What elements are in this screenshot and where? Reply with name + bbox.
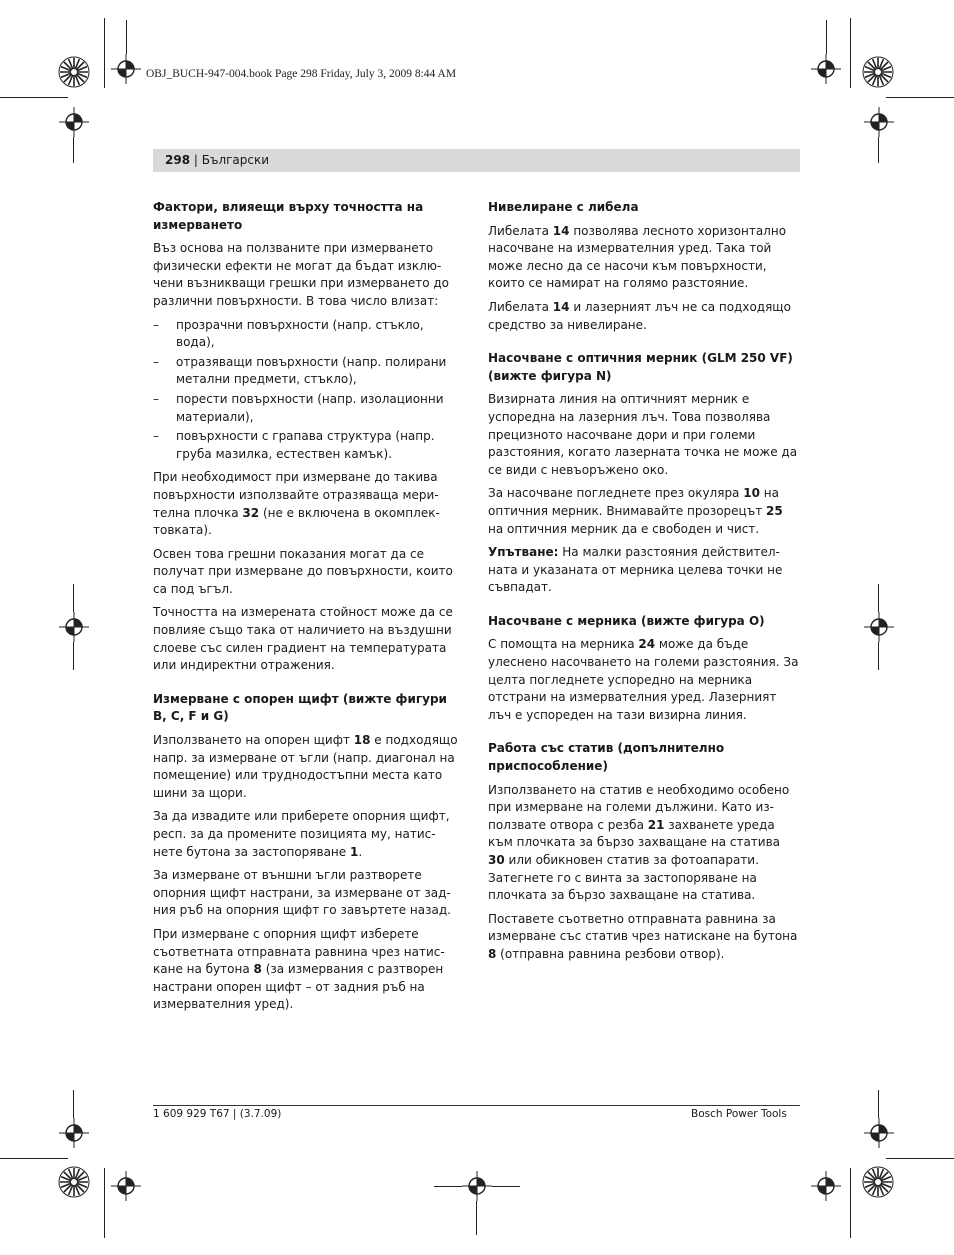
header-separator: |	[190, 153, 202, 167]
text-run: или обикновен статив за фотоапарати. Затегнете го с винта за застопоряване на плочката за бързо захващане на статива.	[488, 853, 759, 903]
page-number: 298	[165, 153, 191, 167]
right-column	[488, 199, 800, 970]
crosshair-mark-vertical-line	[878, 137, 879, 163]
crop-mark-top-right-horizontal	[886, 97, 954, 98]
text-run: може да бъде улеснено насочването на големи разстояния. За целта погледнете успоредно на мерника отстрани на измервателния уред. Лазерният лъч е успореден на тази визирна линия.	[488, 637, 799, 722]
text-run: е подходящо напр. за измерване от ъгли (напр. диагонал на помещение) или труднодостъпни места като шини за щори.	[153, 733, 458, 800]
crosshair-registration-icon	[59, 1118, 89, 1148]
paragraph	[488, 636, 800, 724]
crosshair-mark-vertical-line	[73, 137, 74, 163]
starburst-registration-icon	[862, 1166, 894, 1198]
text-run: Използването на опорен щифт	[153, 733, 354, 748]
paragraph	[488, 911, 800, 964]
crosshair-registration-icon	[462, 1171, 492, 1201]
crosshair-registration-icon	[111, 1171, 141, 1201]
left-column	[153, 199, 463, 1020]
crosshair-registration-icon	[811, 1171, 841, 1201]
section-title: Работа със статив (допълнително приспособление)	[488, 741, 725, 774]
section-title: Фактори, влияещи върху точността на измерването	[153, 200, 424, 232]
part-number: 21	[647, 817, 665, 832]
crosshair-registration-icon	[811, 54, 841, 84]
crop-mark-bottom-left-horizontal	[0, 1158, 68, 1159]
print-slug: OBJ_BUCH-947-004.book Page 298 Friday, July 3, 2009 8:44 AM	[146, 68, 457, 80]
part-number: 18	[353, 733, 371, 748]
crosshair-mark-vertical-line	[126, 20, 127, 54]
paragraph: За измерване от външни ъгли разтворете опорния щифт настрани, за измерване от зад-ния ръб на опорния щифт го завъртете назад.	[153, 868, 451, 918]
paragraph	[153, 808, 463, 861]
part-number: 10	[743, 486, 760, 501]
paragraph	[153, 732, 463, 802]
list-item: – прозрачни повърхности (напр. стъкло, вода),	[153, 317, 463, 352]
text-run: (за измервания с разтворен настрани опорен щифт – от задния ръб на измервателния уред).	[153, 962, 444, 1012]
list-item: – повърхности с грапава структура (напр. груба мазилка, естествен камък).	[153, 428, 463, 463]
footer-brand: Bosch Power Tools	[691, 1108, 787, 1120]
header-language: Български	[201, 153, 270, 167]
text-run: Либелата	[488, 223, 553, 238]
footer-document-code: 1 609 929 T67 | (3.7.09)	[153, 1108, 282, 1120]
part-number: 8	[488, 946, 497, 961]
crop-mark-top-right-vertical	[850, 18, 851, 88]
paragraph	[488, 782, 800, 905]
crosshair-mark-vertical-line	[73, 1090, 74, 1118]
page-header	[165, 153, 269, 167]
text-run: .	[358, 844, 363, 859]
paragraph	[153, 926, 463, 1014]
section-title: Насочване с мерника (вижте фигура O)	[488, 613, 765, 628]
part-number: 1	[349, 844, 359, 859]
crosshair-mark-vertical-line	[878, 584, 879, 612]
list-item: – отразяващи повърхности (напр. полирани метални предмети, стъкло),	[153, 354, 463, 389]
text-run: Либелата	[488, 299, 553, 314]
note-paragraph	[488, 544, 800, 597]
text-run: (не е включена в окомплек-товката).	[153, 505, 440, 538]
text-run: При измерване с опорния щифт изберете съответната отправната равнина чрез натис-кане на бутона	[153, 926, 445, 977]
crop-mark-top-left-vertical	[104, 18, 105, 88]
part-number: 24	[638, 637, 656, 652]
text-run: Поставете съответно отправната равнина за измерване със статив чрез натискане на бутона	[488, 911, 798, 944]
crosshair-mark-vertical-line	[73, 584, 74, 612]
paragraph	[488, 223, 800, 293]
crop-mark-bottom-right-horizontal	[886, 1158, 954, 1159]
part-number: 25	[766, 503, 783, 518]
text-run: За насочване погледнете през окуляра	[488, 486, 744, 501]
starburst-registration-icon	[58, 1166, 90, 1198]
starburst-registration-icon	[862, 56, 894, 88]
note-label: Упътване:	[488, 545, 559, 560]
crosshair-registration-icon	[111, 54, 141, 84]
text-run: на оптичния мерник. Внимавайте прозорецът	[488, 486, 779, 518]
crosshair-registration-icon	[864, 107, 894, 137]
paragraph: Освен това грешни показания могат да се получат при измерване до повърхности, които са под ъгъл.	[153, 546, 453, 596]
text-run: При необходимост при измерване до такива повърхности използвайте отразяваща мери-телна плочка	[153, 470, 439, 520]
crosshair-mark-vertical-line	[878, 1090, 879, 1118]
crosshair-registration-icon	[59, 612, 89, 642]
paragraph: Визирната линия на оптичният мерник е успоредна на лазерния лъч. Това позволява прецизното насочване дори и при големи разстояния, когато лазерната точка не може да се види с невъоръжено око.	[488, 392, 798, 477]
starburst-registration-icon	[58, 56, 90, 88]
text-run: на оптичния мерник да е свободен и чист.	[488, 521, 760, 536]
paragraph	[153, 469, 463, 539]
crop-mark-bottom-left-vertical	[104, 1168, 105, 1238]
part-number: 14	[552, 223, 570, 238]
section-title: Насочване с оптичния мерник (GLM 250 VF) (вижте фигура N)	[488, 351, 793, 383]
part-number: 8	[253, 962, 262, 977]
paragraph	[488, 485, 800, 538]
text-run: (отправна равнина резбови отвор).	[496, 946, 725, 961]
footer-rule	[153, 1105, 800, 1106]
crop-mark-bottom-right-vertical	[850, 1168, 851, 1238]
part-number: 14	[552, 299, 570, 314]
part-number: 32	[242, 505, 260, 520]
paragraph: Точността на измерената стойност може да се повлияе също така от наличието на въздушни слоеве със силен градиент на температурата или индиректни отражения.	[153, 605, 453, 673]
crosshair-registration-icon	[864, 1118, 894, 1148]
paragraph: Въз основа на ползваните при измерването физически ефекти не могат да бъдат изклю-чени възникващи грешки при измерването до различни повърхности. В това число влизат:	[153, 241, 449, 308]
text-run: На малки разстояния действител-ната и указаната от мерника целева точки не съвпадат.	[488, 545, 783, 595]
crosshair-mark-vertical-line	[476, 1201, 477, 1235]
crosshair-mark-vertical-line	[73, 642, 74, 670]
surface-list	[153, 317, 463, 464]
text-run: и лазерният лъч не са подходящо средство за нивелиране.	[488, 299, 791, 332]
crosshair-registration-icon	[864, 612, 894, 642]
text-run: захванете уреда към плочката за бързо захващане на статива	[488, 817, 781, 850]
crosshair-registration-icon	[59, 107, 89, 137]
list-item: – порести повърхности (напр. изолационни материали),	[153, 391, 463, 426]
crosshair-mark-vertical-line	[826, 20, 827, 54]
crosshair-mark-horizontal-line	[434, 1186, 462, 1187]
text-run: Използването на статив е необходимо особено при измерване на големи дължини. Като из-ползвате отвора с резба	[488, 782, 790, 832]
crosshair-mark-horizontal-line	[492, 1186, 520, 1187]
text-run: С помощта на мерника	[488, 637, 639, 652]
text-run: позволява лесното хоризонтално насочване на измервателния уред. Така той може лесно да се насочи към повърхности, които се намират на голямо разстояние.	[488, 223, 787, 291]
section-title: Нивелиране с либела	[488, 200, 639, 214]
part-number: 30	[488, 853, 505, 867]
text-run: За да извадите или приберете опорния щифт, респ. за да промените позицията му, натис-нете бутона за застопоряване	[153, 809, 450, 859]
paragraph	[488, 299, 800, 334]
section-title: Измерване с опорен щифт (вижте фигури B, C, F и G)	[153, 691, 447, 724]
crosshair-mark-vertical-line	[878, 642, 879, 670]
crop-mark-top-left-horizontal	[0, 97, 68, 98]
